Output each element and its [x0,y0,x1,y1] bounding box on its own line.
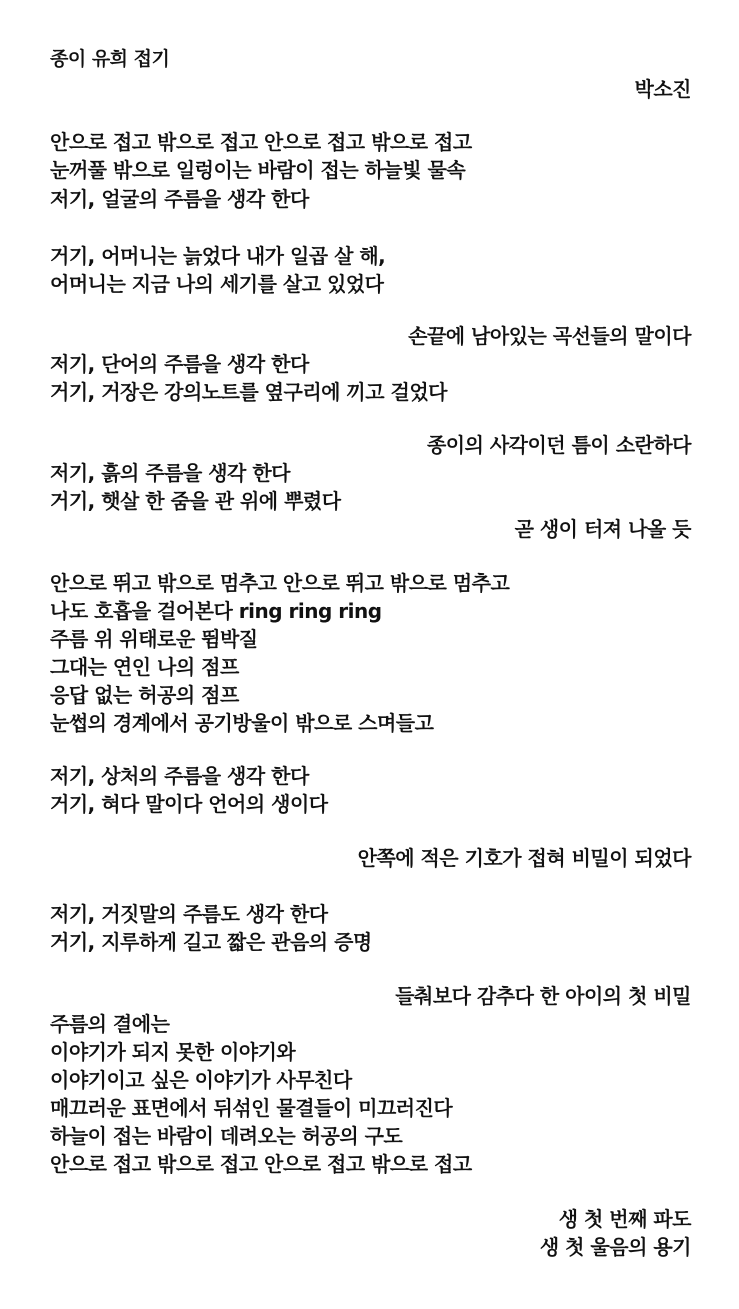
poem-line: 저기, 상처의 주름을 생각 한다 [50,764,309,788]
poem-line: 거기, 햇살 한 줌을 관 위에 뿌렸다 [50,489,341,513]
poem-author: 박소진 [634,77,691,101]
poem-line: 주름의 결에는 [50,1012,170,1036]
poem-line-indented: 들춰보다 감추다 한 아이의 첫 비밀 [395,984,691,1008]
poem-line: 안으로 뛰고 밖으로 멈추고 안으로 뛰고 밖으로 멈추고 [50,571,510,595]
poem-line: 이야기가 되지 못한 이야기와 [50,1040,296,1064]
poem-line: 저기, 흙의 주름을 생각 한다 [50,461,290,485]
poem-line: 어머니는 지금 나의 세기를 살고 있었다 [50,272,384,296]
poem-line: 저기, 단어의 주름을 생각 한다 [50,352,309,376]
poem-line: 응답 없는 허공의 점프 [50,683,239,707]
poem-title: 종이 유희 접기 [50,48,170,70]
poem-line: 안으로 접고 밖으로 접고 안으로 접고 밖으로 접고 [50,1152,472,1176]
poem-line-indented: 생 첫 번째 파도 [558,1207,691,1231]
poem-line-indented: 종이의 사각이던 틈이 소란하다 [426,433,691,457]
poem-line: 저기, 거짓말의 주름도 생각 한다 [50,902,328,926]
poem-line-indented: 생 첫 울음의 용기 [539,1235,691,1259]
poem-line: 안으로 접고 밖으로 접고 안으로 접고 밖으로 접고 [50,130,472,154]
poem-line: 나도 호흡을 걸어본다 ring ring ring [50,599,382,623]
poem-line: 거기, 어머니는 늙었다 내가 일곱 살 해, [50,244,386,268]
poem-line: 거기, 거장은 강의노트를 옆구리에 끼고 걸었다 [50,380,447,404]
poem-line: 거기, 지루하게 길고 짧은 관음의 증명 [50,930,372,954]
poem-line: 그대는 연인 나의 점프 [50,655,239,679]
poem-line: 눈꺼풀 밖으로 일렁이는 바람이 접는 하늘빛 물속 [50,158,466,182]
poem-line: 하늘이 접는 바람이 데려오는 허공의 구도 [50,1124,403,1148]
poem-line: 이야기이고 싶은 이야기가 사무친다 [50,1068,352,1092]
poem-line-indented: 손끝에 남아있는 곡선들의 말이다 [408,324,691,348]
poem-line: 주름 위 위태로운 뜀박질 [50,627,258,651]
poem-line: 매끄러운 표면에서 뒤섞인 물결들이 미끄러진다 [50,1096,453,1120]
poem-line: 거기, 혀다 말이다 언어의 생이다 [50,792,328,816]
poem-line-indented: 곧 생이 터져 나올 듯 [514,517,691,541]
poem-line: 저기, 얼굴의 주름을 생각 한다 [50,187,309,211]
poem-line-indented: 안쪽에 적은 기호가 접혀 비밀이 되었다 [357,846,691,870]
poem-line: 눈썹의 경계에서 공기방울이 밖으로 스며들고 [50,711,434,735]
